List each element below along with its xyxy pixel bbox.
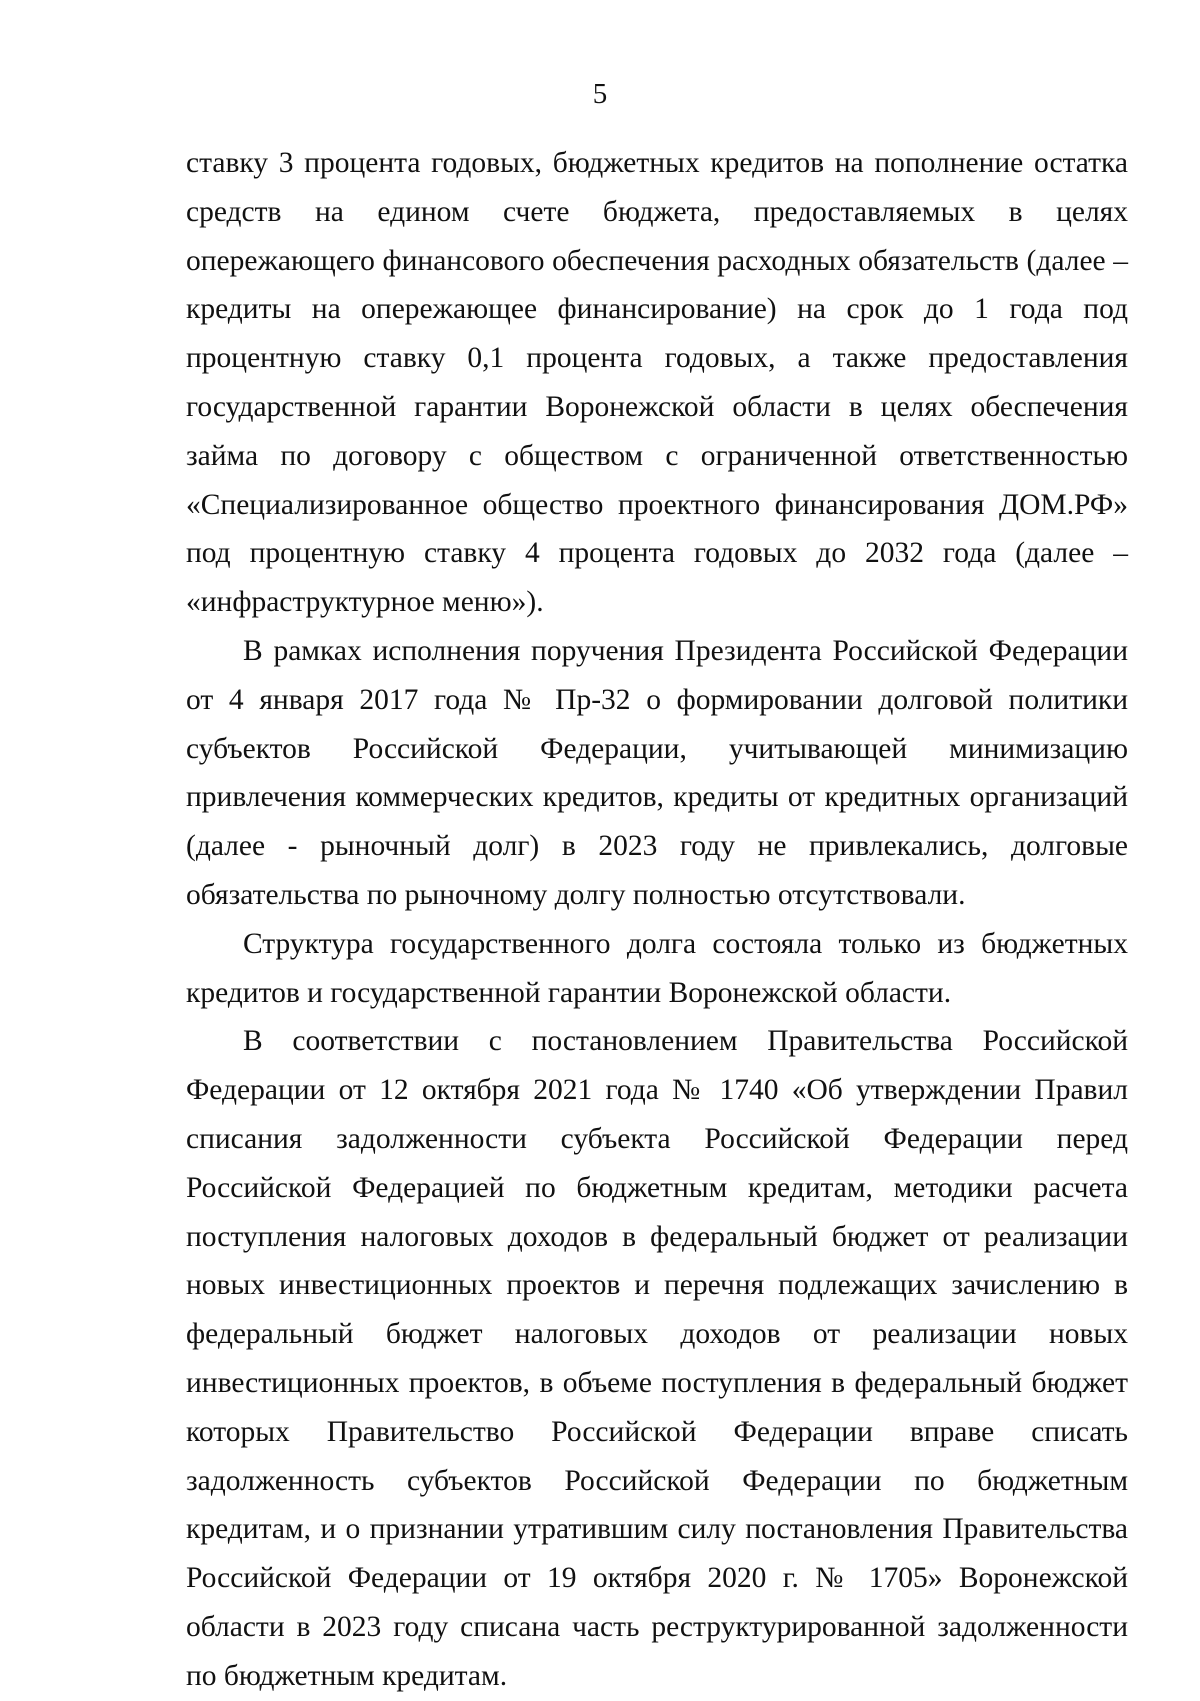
paragraph-debt-write-off: В соответствии с постановлением Правительства Российской Федерации от 12 октября 2021 года № 1740 «Об утверждении Правил списания задолженности субъекта Российской Федерации перед Российской Федерацией по бюджетным кредитам, методики расчета поступления налоговых доходов в федеральный бюджет от реализации новых инвестиционных проектов и перечня подлежащих зачислению в федеральный бюджет налоговых доходов от реализации новых инвестиционных проектов, в объеме поступления в федеральный бюджет которых Правительство Российской Федерации вправе списать задолженность субъектов Российской Федерации по бюджетным кредитам, и о признании утратившим силу постановления Правительства Российской Федерации от 19 октября 2020 г. № 1705» Воронежской области в 2023 году списана часть реструктурированной задолженности по бюджетным кредитам. [186, 1025, 1128, 1692]
page-number: 5 [592, 78, 608, 110]
paragraph-debt-structure: Структура государственного долга состояла только из бюджетных кредитов и государственной гарантии Воронежской области. [186, 927, 1128, 1009]
paragraph-continuation: ставку 3 процента годовых, бюджетных кредитов на пополнение остатка средств на едином счете бюджета, предоставляемых в целях опережающего финансового обеспечения расходных обязательств (далее – кредиты на опережающее финансирование) на срок до 1 года под процентную ставку 0,1 процента годовых, а также предоставления государственной гарантии Воронежской области в целях обеспечения займа по договору с обществом с ограниченной ответственностью «Специализированное общество проектного финансирования ДОМ.РФ» под процентную ставку 4 процента годовых до 2032 года (далее – «инфраструктурное меню»). [186, 147, 1128, 619]
paragraph-market-debt: В рамках исполнения поручения Президента Российской Федерации от 4 января 2017 года № Пр-32 о формировании долговой политики субъектов Российской Федерации, учитывающей минимизацию привлечения коммерческих кредитов, кредиты от кредитных организаций (далее - рыночный долг) в 2023 году не привлекались, долговые обязательства по рыночному долгу полностью отсутствовали. [186, 634, 1128, 911]
document-body [186, 139, 1128, 1701]
